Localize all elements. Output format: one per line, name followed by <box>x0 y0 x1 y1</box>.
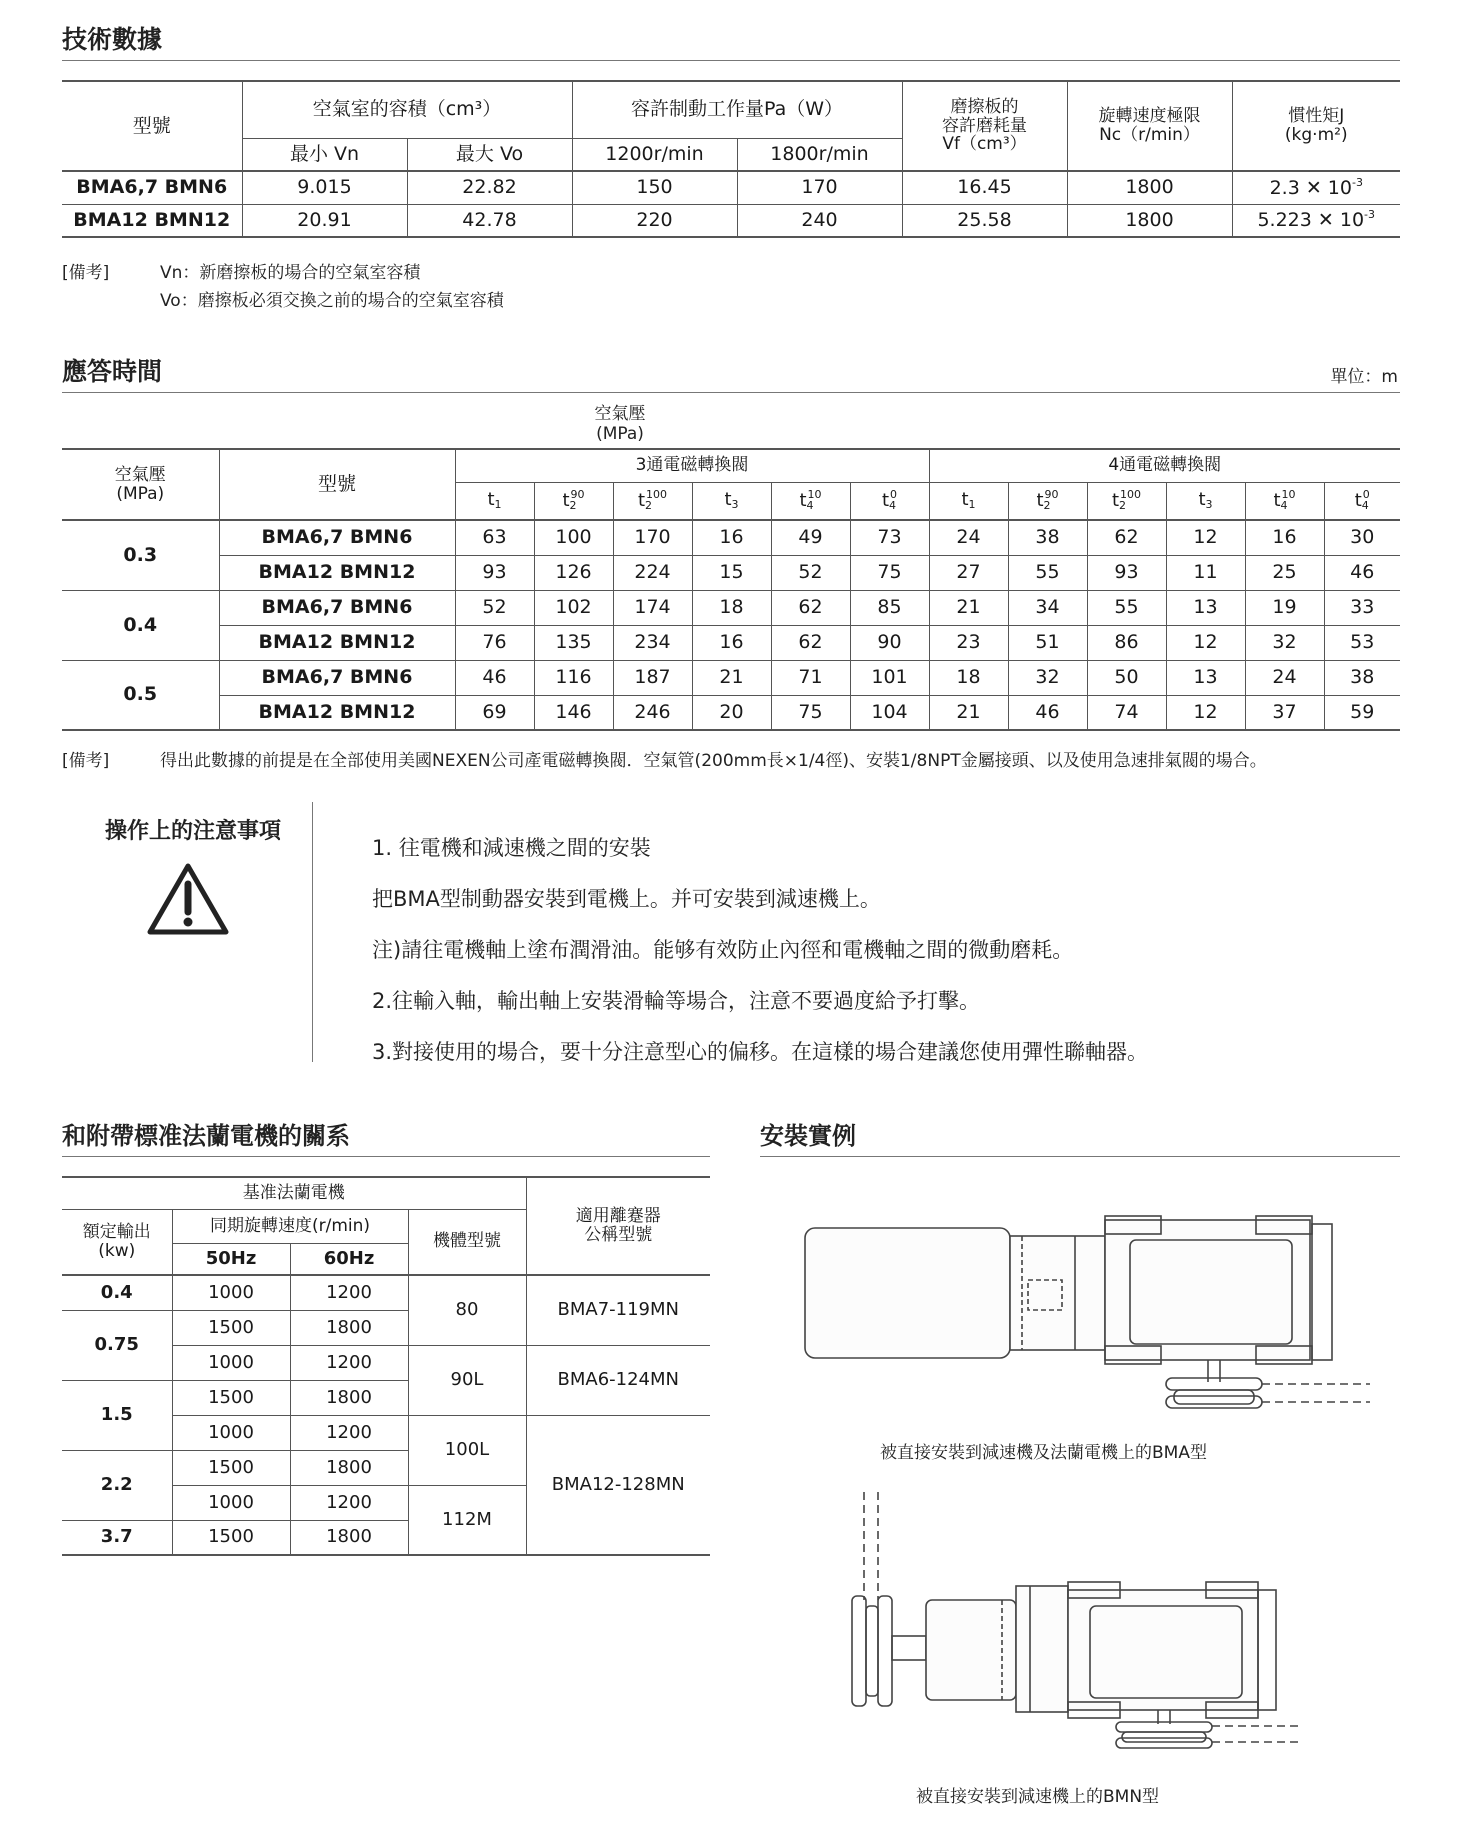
t-symbol: t <box>961 489 969 511</box>
t-subscript: 1 <box>968 498 976 512</box>
cell-model: BMA6,7 BMN6 <box>219 520 455 555</box>
cell-time: 18 <box>929 660 1008 695</box>
cell-time: 71 <box>771 660 850 695</box>
header-frame: 機體型號 <box>408 1209 526 1275</box>
header-clutch-l2: 公稱型號 <box>584 1225 653 1245</box>
cell-frame: 100L <box>408 1415 526 1485</box>
cell-60hz: 1800 <box>290 1520 408 1555</box>
t-superscript: 100 <box>1120 488 1142 502</box>
t-symbol: t <box>637 490 646 512</box>
cell-output: 0.75 <box>62 1310 172 1380</box>
t-column-header <box>692 482 771 520</box>
cell-frame: 90L <box>408 1345 526 1415</box>
cell-output: 3.7 <box>62 1520 172 1555</box>
cell-time: 23 <box>929 625 1008 660</box>
cell-time: 62 <box>771 590 850 625</box>
cell-time: 73 <box>850 520 929 555</box>
t-superscript: 90 <box>570 488 585 502</box>
cell-time: 246 <box>613 695 692 730</box>
cell-time: 51 <box>1008 625 1087 660</box>
t-column-header <box>1245 482 1324 520</box>
t-symbol: t <box>1273 490 1281 512</box>
caution-line: 1. 往電機和減速機之間的安裝 <box>372 836 651 860</box>
cell-time: 135 <box>534 625 613 660</box>
cell-60hz: 1200 <box>290 1485 408 1520</box>
cell-time: 25 <box>1245 555 1324 590</box>
cell-time: 146 <box>534 695 613 730</box>
cell-time: 187 <box>613 660 692 695</box>
cell-model: BMA12 BMN12 <box>219 555 455 590</box>
cell-time: 52 <box>771 555 850 590</box>
flange-title: 和附帶標准法蘭電機的關系 <box>62 1122 350 1150</box>
t-column-header <box>1008 482 1087 520</box>
table-row <box>62 1275 710 1310</box>
header-max-vo: 最大 Vo <box>407 138 572 171</box>
cell-time: 21 <box>692 660 771 695</box>
cell-time: 38 <box>1008 520 1087 555</box>
t-symbol: t <box>487 489 495 511</box>
title-rule <box>760 1156 1400 1157</box>
caution-divider <box>312 802 313 1062</box>
cell-air-pressure: 0.3 <box>62 520 219 590</box>
cell-60hz: 1800 <box>290 1310 408 1345</box>
cell-time: 170 <box>613 520 692 555</box>
table-row <box>62 171 1400 204</box>
header-output-l2: (kw) <box>98 1240 136 1261</box>
cell-time: 24 <box>1245 660 1324 695</box>
warning-triangle-icon <box>146 862 230 940</box>
inertia-mantissa: 2.3 ✕ 10 <box>1269 176 1352 199</box>
t-column-header <box>850 482 929 520</box>
row-model: BMA6,7 BMN6 <box>62 171 242 204</box>
cell-nc: 1800 <box>1067 204 1232 237</box>
t-column-header <box>613 482 692 520</box>
t-symbol: t <box>1198 489 1206 511</box>
t-symbol: t <box>1111 490 1120 512</box>
title-rule <box>62 392 1400 393</box>
cell-time: 224 <box>613 555 692 590</box>
cell-50hz: 1500 <box>172 1450 290 1485</box>
header-inertia <box>1232 81 1400 171</box>
cell-time: 15 <box>692 555 771 590</box>
cell-time: 12 <box>1166 520 1245 555</box>
cell-nc: 1800 <box>1067 171 1232 204</box>
caution-lines <box>372 832 1148 1087</box>
t-column-header <box>771 482 850 520</box>
cell-time: 24 <box>929 520 1008 555</box>
cell-time: 234 <box>613 625 692 660</box>
response-remark: 得出此數據的前提是在全部使用美國NEXEN公司產電磁轉換閥．空氣管(200mm長×1/4徑)、安裝1/8NPT金屬接頭、以及使用急速排氣閥的場合。 <box>160 751 1267 771</box>
cell-time: 16 <box>692 625 771 660</box>
t-subscript: 4 <box>889 499 897 513</box>
bma-install-drawing <box>800 1210 1380 1414</box>
cell-vf: 25.58 <box>902 204 1067 237</box>
cell-model: BMA12 BMN12 <box>219 695 455 730</box>
header-clutch-l1: 適用離蹇器 <box>575 1206 661 1227</box>
header-air-pressure <box>62 449 219 520</box>
cell-time: 13 <box>1166 660 1245 695</box>
cell-time: 116 <box>534 660 613 695</box>
cell-50hz: 1500 <box>172 1310 290 1345</box>
table-row <box>62 695 1400 730</box>
cell-time: 85 <box>850 590 929 625</box>
header-output-l1: 額定輸出 <box>82 1222 151 1243</box>
header-air-chamber: 空氣室的容積（cm³） <box>242 81 572 138</box>
inertia-exponent: -3 <box>1351 175 1363 189</box>
header-air-pressure-l1: 空氣壓 <box>114 464 166 485</box>
t-subscript: 1 <box>494 498 502 512</box>
cell-60hz: 1200 <box>290 1415 408 1450</box>
t-symbol: t <box>1354 490 1362 512</box>
title-rule <box>62 1156 710 1157</box>
cell-time: 27 <box>929 555 1008 590</box>
cell-time: 38 <box>1324 660 1400 695</box>
cell-time: 12 <box>1166 695 1245 730</box>
cell-time: 76 <box>455 625 534 660</box>
header-rpm-1800: 1800r/min <box>737 138 902 171</box>
table-row <box>62 590 1400 625</box>
cell-vo: 22.82 <box>407 171 572 204</box>
cell-time: 30 <box>1324 520 1400 555</box>
header-rpm-1200: 1200r/min <box>572 138 737 171</box>
header-valve-4way: 4通電磁轉換閥 <box>929 449 1400 482</box>
table-row <box>62 660 1400 695</box>
air-pressure-top-label <box>540 404 700 445</box>
t-symbol: t <box>1036 490 1044 512</box>
cell-time: 34 <box>1008 590 1087 625</box>
header-60hz: 60Hz <box>290 1243 408 1275</box>
cell-w1200: 150 <box>572 171 737 204</box>
t-column-header <box>455 482 534 520</box>
header-wear <box>902 81 1067 171</box>
t-superscript: 10 <box>1281 488 1296 502</box>
t-column-header <box>929 482 1008 520</box>
t-subscript: 2 <box>1119 499 1127 513</box>
cell-time: 93 <box>455 555 534 590</box>
t-symbol: t <box>799 490 807 512</box>
cell-time: 53 <box>1324 625 1400 660</box>
remark-label: [備考] <box>62 263 110 283</box>
cell-time: 75 <box>850 555 929 590</box>
cell-time: 75 <box>771 695 850 730</box>
flange-motor-table <box>62 1176 710 1556</box>
remark-line-1: Vn：新磨擦板的場合的空氣室容積 <box>160 263 421 283</box>
cell-time: 55 <box>1008 555 1087 590</box>
header-air-pressure-l2: (MPa) <box>116 483 165 504</box>
air-pressure-top-l1: 空氣壓 <box>594 404 646 424</box>
cell-60hz: 1200 <box>290 1275 408 1310</box>
header-clutch <box>526 1177 710 1275</box>
cell-time: 104 <box>850 695 929 730</box>
cell-time: 32 <box>1008 660 1087 695</box>
t-subscript: 4 <box>806 499 814 513</box>
cell-time: 63 <box>455 520 534 555</box>
tech-data-table <box>62 80 1400 238</box>
t-superscript: 90 <box>1044 488 1059 502</box>
cell-time: 62 <box>771 625 850 660</box>
cell-vo: 42.78 <box>407 204 572 237</box>
t-superscript: 0 <box>890 488 898 502</box>
caution-line: 2.往輸入軸，輸出軸上安裝滑輪等場合，注意不要過度給予打擊。 <box>372 989 981 1013</box>
cell-time: 86 <box>1087 625 1166 660</box>
cell-time: 21 <box>929 695 1008 730</box>
t-subscript: 3 <box>1205 498 1213 512</box>
header-rated-output <box>62 1209 172 1275</box>
cell-time: 12 <box>1166 625 1245 660</box>
t-subscript: 3 <box>731 498 739 512</box>
t-subscript: 4 <box>1280 499 1288 513</box>
t-column-header <box>1166 482 1245 520</box>
cell-time: 126 <box>534 555 613 590</box>
row-model: BMA12 BMN12 <box>62 204 242 237</box>
cell-50hz: 1000 <box>172 1275 290 1310</box>
caption-bmn: 被直接安裝到減速機上的BMN型 <box>916 1787 1160 1807</box>
cell-output: 2.2 <box>62 1450 172 1520</box>
response-remark-label: [備考] <box>62 751 110 771</box>
cell-time: 55 <box>1087 590 1166 625</box>
header-wear-l1: 磨擦板的 <box>950 96 1019 117</box>
cell-time: 32 <box>1245 625 1324 660</box>
cell-time: 49 <box>771 520 850 555</box>
t-subscript: 2 <box>645 499 653 513</box>
cell-time: 46 <box>1324 555 1400 590</box>
cell-w1800: 170 <box>737 171 902 204</box>
cell-time: 93 <box>1087 555 1166 590</box>
cell-time: 62 <box>1087 520 1166 555</box>
cell-model: BMA6,7 BMN6 <box>219 660 455 695</box>
cell-60hz: 1800 <box>290 1380 408 1415</box>
header-50hz: 50Hz <box>172 1243 290 1275</box>
cell-w1800: 240 <box>737 204 902 237</box>
unit-label: 單位：m <box>1330 367 1398 387</box>
cell-60hz: 1200 <box>290 1345 408 1380</box>
cell-time: 174 <box>613 590 692 625</box>
cell-time: 46 <box>1008 695 1087 730</box>
t-subscript: 4 <box>1361 499 1369 513</box>
cell-time: 18 <box>692 590 771 625</box>
cell-vf: 16.45 <box>902 171 1067 204</box>
tech-data-title: 技術數據 <box>62 25 163 54</box>
header-model: 型號 <box>62 81 242 171</box>
table-row <box>62 625 1400 660</box>
t-subscript: 2 <box>1043 499 1051 513</box>
cell-clutch: BMA12-128MN <box>526 1415 710 1555</box>
cell-output: 0.4 <box>62 1275 172 1310</box>
t-superscript: 0 <box>1362 488 1370 502</box>
header-sync-speed: 同期旋轉速度(r/min) <box>172 1209 408 1243</box>
cell-50hz: 1000 <box>172 1485 290 1520</box>
t-column-header <box>534 482 613 520</box>
header-valve-3way: 3通電磁轉換閥 <box>455 449 929 482</box>
cell-clutch: BMA7-119MN <box>526 1275 710 1345</box>
cell-time: 52 <box>455 590 534 625</box>
header-wear-l2: 容許磨耗量 <box>942 115 1027 136</box>
title-rule <box>62 60 1400 61</box>
bmn-install-drawing <box>840 1490 1320 1754</box>
cell-50hz: 1500 <box>172 1380 290 1415</box>
cell-air-pressure: 0.5 <box>62 660 219 730</box>
cell-time: 16 <box>692 520 771 555</box>
cell-time: 37 <box>1245 695 1324 730</box>
cell-time: 101 <box>850 660 929 695</box>
header-speed-limit <box>1067 81 1232 171</box>
cell-w1200: 220 <box>572 204 737 237</box>
cell-frame: 80 <box>408 1275 526 1345</box>
t-superscript: 100 <box>646 488 668 502</box>
cell-time: 46 <box>455 660 534 695</box>
t-symbol: t <box>881 490 890 512</box>
header-std-motor: 基准法蘭電機 <box>62 1177 526 1209</box>
header-min-vn: 最小 Vn <box>242 138 407 171</box>
header-allowable-work: 容許制動工作量Pa（W） <box>572 81 902 138</box>
cell-time: 74 <box>1087 695 1166 730</box>
remark-line-2: Vo：磨擦板必須交換之前的場合的空氣室容積 <box>160 291 504 311</box>
cell-time: 102 <box>534 590 613 625</box>
table-row <box>62 520 1400 555</box>
caution-title: 操作上的注意事項 <box>105 819 282 844</box>
cell-time: 90 <box>850 625 929 660</box>
inertia-mantissa: 5.223 ✕ 10 <box>1257 209 1365 232</box>
cell-50hz: 1500 <box>172 1520 290 1555</box>
cell-time: 13 <box>1166 590 1245 625</box>
header-inertia-l2: (kg·m²) <box>1284 125 1348 145</box>
install-title: 安裝實例 <box>760 1122 856 1150</box>
cell-time: 33 <box>1324 590 1400 625</box>
t-subscript: 2 <box>569 499 577 513</box>
header-speed-l2: Nc（r/min） <box>1099 125 1200 145</box>
t-symbol: t <box>724 489 732 511</box>
t-column-header <box>1087 482 1166 520</box>
t-superscript: 10 <box>807 488 822 502</box>
caption-bma: 被直接安裝到減速機及法蘭電機上的BMA型 <box>880 1443 1207 1463</box>
cell-time: 20 <box>692 695 771 730</box>
header-model: 型號 <box>219 449 455 520</box>
header-speed-l1: 旋轉速度極限 <box>1098 106 1201 127</box>
table-row <box>62 555 1400 590</box>
cell-inertia <box>1232 171 1400 204</box>
header-inertia-l1: 慣性矩J <box>1288 106 1345 127</box>
cell-time: 59 <box>1324 695 1400 730</box>
cell-clutch: BMA6-124MN <box>526 1345 710 1415</box>
cell-time: 11 <box>1166 555 1245 590</box>
caution-line: 3.對接使用的場合，要十分注意型心的偏移。在這樣的場合建議您使用彈性聯軸器。 <box>372 1040 1149 1064</box>
t-column-header <box>1324 482 1400 520</box>
air-pressure-top-l2: (MPa) <box>596 424 644 445</box>
caution-line: 注)請往電機軸上塗布潤滑油。能够有效防止內徑和電機軸之間的微動磨耗。 <box>372 938 1074 962</box>
cell-inertia <box>1232 204 1400 237</box>
cell-vn: 9.015 <box>242 171 407 204</box>
caution-line: 把BMA型制動器安裝到電機上。并可安裝到減速機上。 <box>372 887 881 911</box>
cell-time: 50 <box>1087 660 1166 695</box>
cell-60hz: 1800 <box>290 1450 408 1485</box>
cell-time: 69 <box>455 695 534 730</box>
cell-air-pressure: 0.4 <box>62 590 219 660</box>
cell-time: 19 <box>1245 590 1324 625</box>
cell-time: 100 <box>534 520 613 555</box>
response-time-table <box>62 448 1400 731</box>
response-time-title: 應答時間 <box>62 357 163 386</box>
inertia-exponent: -3 <box>1364 208 1376 222</box>
t-symbol: t <box>562 490 570 512</box>
cell-vn: 20.91 <box>242 204 407 237</box>
cell-model: BMA6,7 BMN6 <box>219 590 455 625</box>
cell-frame: 112M <box>408 1485 526 1555</box>
cell-output: 1.5 <box>62 1380 172 1450</box>
table-row <box>62 204 1400 237</box>
cell-50hz: 1000 <box>172 1345 290 1380</box>
cell-50hz: 1000 <box>172 1415 290 1450</box>
header-wear-l3: Vf（cm³） <box>942 134 1027 155</box>
cell-time: 21 <box>929 590 1008 625</box>
cell-time: 16 <box>1245 520 1324 555</box>
cell-model: BMA12 BMN12 <box>219 625 455 660</box>
